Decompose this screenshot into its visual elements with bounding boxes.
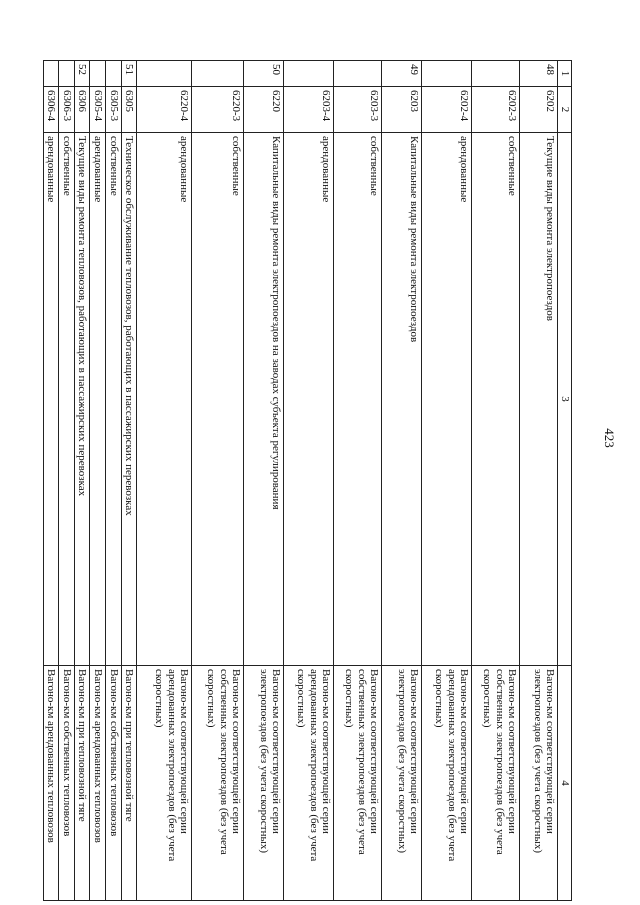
row-unit: Вагоно-км соответствующей серии электропоездов (без учета скоростных): [382, 666, 422, 901]
row-number: [472, 61, 520, 87]
row-number: [422, 61, 472, 87]
row-unit: Вагоно-км собственных тепловозов: [106, 666, 122, 901]
row-number: 52: [74, 61, 90, 87]
row-number: 49: [382, 61, 422, 87]
row-unit: Вагоно-км соответствующей серии собственных электропоездов (без учета скоростных): [334, 666, 382, 901]
table-header-row: [558, 61, 572, 901]
row-unit: Вагоно-км соответствующей серии электропоездов (без учета скоростных): [520, 666, 558, 901]
row-unit: Вагоно-км соответствующей серии арендованных электропоездов (без учета скоростных): [422, 666, 472, 901]
row-code: 6203-4: [284, 87, 334, 133]
row-number: [192, 61, 244, 87]
row-number: [59, 61, 75, 87]
row-name: Текущие виды ремонта тепловозов, работающих в пассажирских перевозках: [74, 133, 90, 666]
row-unit: Вагоно-км собственных тепловозов: [59, 666, 75, 901]
row-unit: Вагоно-км соответствующей серии арендованных электропоездов (без учета скоростных): [284, 666, 334, 901]
row-name: собственные: [334, 133, 382, 666]
row-code: 6306: [74, 87, 90, 133]
table-row: [382, 61, 422, 901]
row-code: 6202-3: [472, 87, 520, 133]
table-row: [472, 61, 520, 901]
row-unit: Вагоно-км соответствующей серии электропоездов (без учета скоростных): [244, 666, 284, 901]
table-row: [121, 61, 137, 901]
row-unit: Вагоно-км соответствующей серии собственных электропоездов (без учета скоростных): [472, 666, 520, 901]
row-name: арендованные: [43, 133, 59, 666]
header-col-1: 1: [558, 61, 572, 87]
row-name: собственные: [472, 133, 520, 666]
row-unit: Вагоно-км арендованных тепловозов: [90, 666, 106, 901]
row-code: 6220-4: [137, 87, 192, 133]
row-number: [43, 61, 59, 87]
row-code: 6202-4: [422, 87, 472, 133]
row-number: 50: [244, 61, 284, 87]
row-code: 6306-3: [59, 87, 75, 133]
row-code: 6202: [520, 87, 558, 133]
row-unit: Вагоно-км арендованных тепловозов: [43, 666, 59, 901]
rotated-table-container: [45, 60, 572, 900]
table-row: [284, 61, 334, 901]
row-number: [334, 61, 382, 87]
row-name: Капитальные виды ремонта электропоездов на заводах субъекта регулирования: [244, 133, 284, 666]
row-code: 6305-3: [106, 87, 122, 133]
table-row: [334, 61, 382, 901]
row-code: 6203: [382, 87, 422, 133]
row-number: 51: [121, 61, 137, 87]
repair-cost-table: [43, 60, 572, 901]
row-name: Текущие виды ремонта электропоездов: [520, 133, 558, 666]
page-number: 423: [602, 428, 617, 448]
table-row: [43, 61, 59, 901]
table-row: [106, 61, 122, 901]
table-row: [90, 61, 106, 901]
row-number: [90, 61, 106, 87]
row-name: арендованные: [284, 133, 334, 666]
row-name: арендованные: [422, 133, 472, 666]
table-row: [192, 61, 244, 901]
table-row: [520, 61, 558, 901]
header-col-2: 2: [558, 87, 572, 133]
row-code: 6220-3: [192, 87, 244, 133]
row-number: [137, 61, 192, 87]
header-col-3: 3: [558, 133, 572, 666]
header-col-4: 4: [558, 666, 572, 901]
row-number: 48: [520, 61, 558, 87]
table-row: [244, 61, 284, 901]
row-unit: Вагоно-км при тепловозной тяге: [121, 666, 137, 901]
row-code: 6305-4: [90, 87, 106, 133]
table-row: [59, 61, 75, 901]
table-body: [43, 61, 558, 901]
row-name: арендованные: [90, 133, 106, 666]
row-code: 6306-4: [43, 87, 59, 133]
row-code: 6220: [244, 87, 284, 133]
table-row: [74, 61, 90, 901]
row-code: 6203-3: [334, 87, 382, 133]
row-unit: Вагоно-км соответствующей серии собственных электропоездов (без учета скоростных): [192, 666, 244, 901]
table-row: [422, 61, 472, 901]
row-name: собственные: [106, 133, 122, 666]
row-number: [106, 61, 122, 87]
table-row: [137, 61, 192, 901]
row-unit: Вагоно-км соответствующей серии арендованных электропоездов (без учета скоростных): [137, 666, 192, 901]
row-name: Техническое обслуживание тепловозов, работающих в пассажирских перевозках: [121, 133, 137, 666]
row-name: Капитальные виды ремонта электропоездов: [382, 133, 422, 666]
row-number: [284, 61, 334, 87]
row-code: 6305: [121, 87, 137, 133]
row-unit: Вагоно-км при тепловозной тяге: [74, 666, 90, 901]
row-name: собственные: [192, 133, 244, 666]
row-name: арендованные: [137, 133, 192, 666]
row-name: собственные: [59, 133, 75, 666]
